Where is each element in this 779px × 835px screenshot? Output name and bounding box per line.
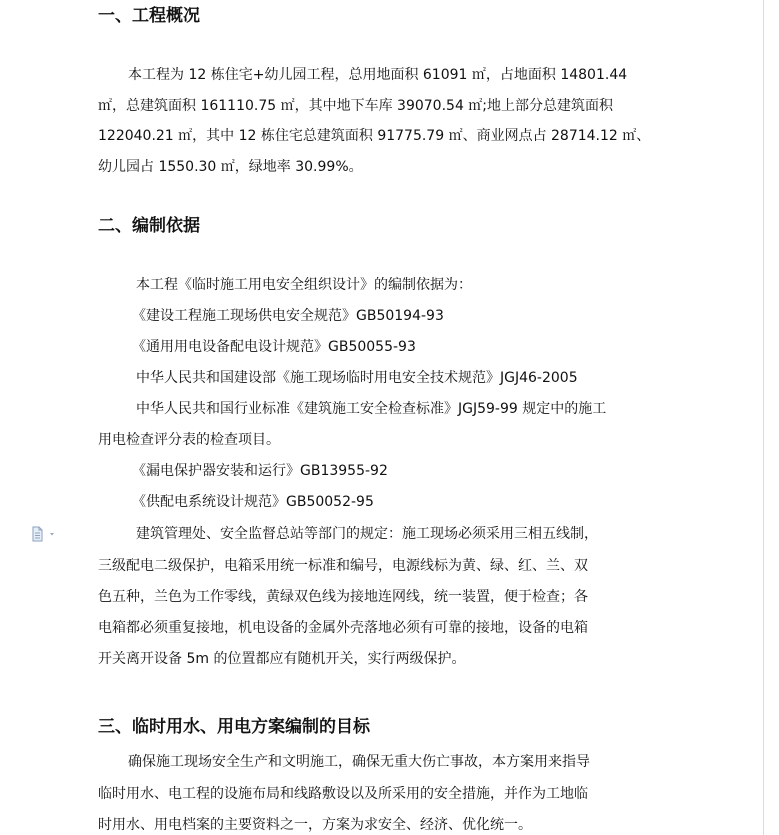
page-edge: [763, 0, 764, 835]
section-3-line-1: 确保施工现场安全生产和文明施工，确保无重大伤亡事故，本方案用来指导: [128, 754, 590, 770]
section-1-line-4: 幼儿园占 1550.30 ㎡，绿地率 30.99%。: [98, 159, 363, 175]
section-2-line-6: 用电检查评分表的检查项目。: [98, 432, 280, 448]
section-2-line-4: 中华人民共和国建设部《施工现场临时用电安全技术规范》JGJ46-2005: [136, 370, 578, 386]
section-2-line-1: 本工程《临时施工用电安全组织设计》的编制依据为：: [136, 277, 472, 293]
section-2-line-10: 三级配电二级保护，电箱采用统一标准和编号，电源线标为黄、绿、红、兰、双: [98, 558, 588, 574]
section-3-heading: 三、临时用水、用电方案编制的目标: [98, 717, 370, 737]
section-2-line-3: 《通用用电设备配电设计规范》GB50055-93: [132, 339, 416, 355]
section-2-line-8: 《供配电系统设计规范》GB50052-95: [132, 494, 374, 510]
section-2-heading: 二、编制依据: [98, 216, 200, 236]
section-2-line-12: 电箱都必须重复接地，机电设备的金属外壳落地必须有可靠的接地，设备的电箱: [98, 620, 588, 636]
section-2-line-5: 中华人民共和国行业标准《建筑施工安全检查标准》JGJ59-99 规定中的施工: [136, 401, 607, 417]
section-2-line-7: 《漏电保护器安装和运行》GB13955-92: [132, 463, 388, 479]
section-3-line-2: 临时用水、电工程的设施布局和线路敷设以及所采用的安全措施，并作为工地临: [98, 786, 588, 802]
section-2-line-9: 建筑管理处、安全监督总站等部门的规定：施工现场必须采用三相五线制，: [136, 526, 598, 542]
section-3-line-3: 时用水、用电档案的主要资料之一，方案为求安全、经济、优化统一。: [98, 817, 532, 833]
section-1-heading: 一、工程概况: [98, 6, 200, 26]
section-1-line-3: 122040.21 ㎡，其中 12 栋住宅总建筑面积 91775.79 ㎡、商业网点占 28714.12 ㎡、: [98, 128, 651, 144]
section-2-line-2: 《建设工程施工现场供电安全规范》GB50194-93: [132, 308, 444, 324]
section-2-line-11: 色五种，兰色为工作零线，黄绿双色线为接地连网线，统一装置，便于检查；各: [98, 589, 588, 605]
section-2-line-13: 开关离开设备 5m 的位置都应有随机开关，实行两级保护。: [98, 651, 466, 667]
document-icon[interactable]: [30, 526, 58, 542]
section-1-line-1: 本工程为 12 栋住宅+幼儿园工程，总用地面积 61091 ㎡，占地面积 14801.44: [128, 67, 628, 83]
section-1-line-2: ㎡，总建筑面积 161110.75 ㎡，其中地下车库 39070.54 ㎡;地上部分总建筑面积: [98, 98, 614, 114]
